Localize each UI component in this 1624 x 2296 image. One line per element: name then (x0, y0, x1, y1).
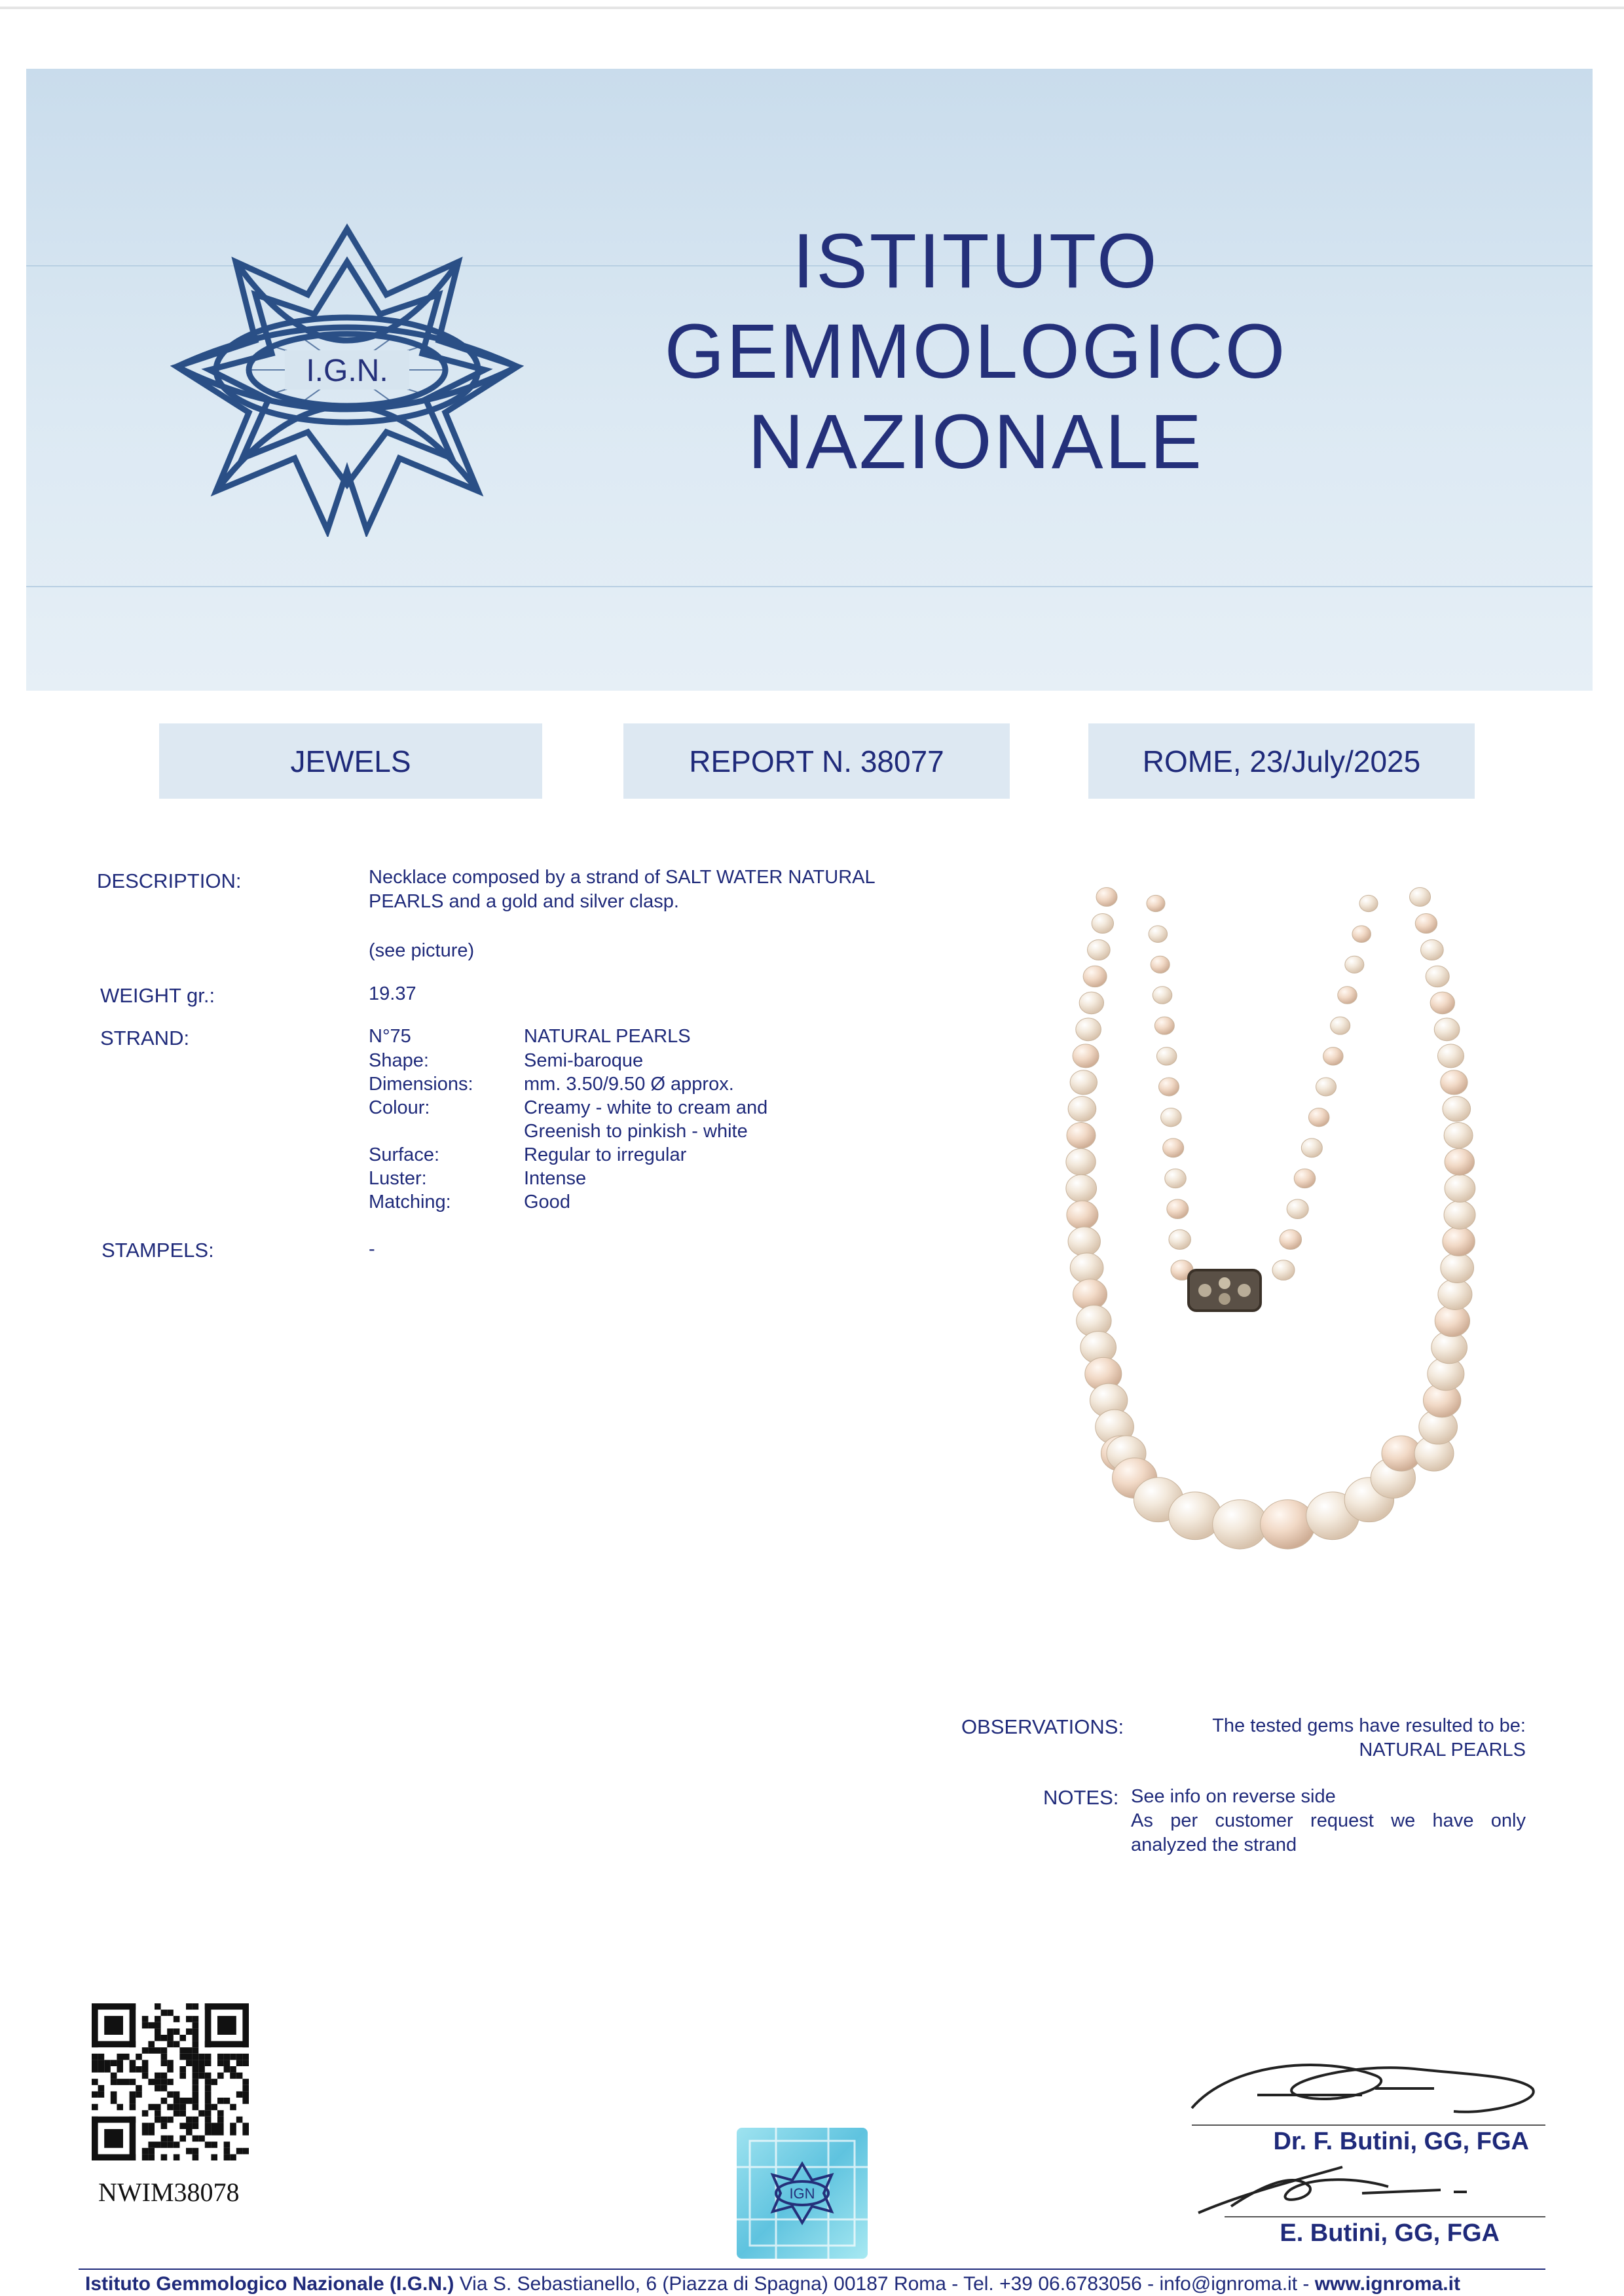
pearl (1316, 1078, 1337, 1096)
pearl (1261, 1500, 1316, 1549)
colour-label: Colour: (369, 1097, 430, 1118)
pearl (1443, 1227, 1475, 1256)
pearl (1338, 987, 1357, 1004)
pearl (1410, 888, 1431, 907)
signature-f-butini (1179, 2049, 1545, 2128)
pearl (1151, 956, 1170, 973)
pearl (1073, 1044, 1099, 1068)
strand-type: NATURAL PEARLS (524, 1026, 691, 1047)
weight-label: WEIGHT gr.: (100, 984, 215, 1007)
pearl-necklace-photo (1002, 858, 1545, 1578)
pearl (1445, 1148, 1474, 1175)
pearl (1441, 1070, 1467, 1095)
pearl (1066, 1175, 1097, 1202)
description-line-1: Necklace composed by a strand of SALT WATER NATURAL (369, 867, 876, 888)
pearl (1088, 939, 1111, 960)
matching-label: Matching: (369, 1192, 451, 1212)
pearl (1068, 1227, 1100, 1256)
see-picture-note: (see picture) (369, 940, 475, 961)
qr-code-label: NWIM38078 (98, 2178, 240, 2207)
pearl (1159, 1078, 1179, 1096)
pearl (1444, 1201, 1475, 1229)
header-band-rule (26, 586, 1593, 587)
surface-label: Surface: (369, 1144, 439, 1165)
weight-value: 19.37 (369, 983, 416, 1004)
pearl (1213, 1500, 1268, 1549)
pearl (1161, 1108, 1182, 1126)
pearl (1415, 913, 1437, 933)
institute-name-line-3: NAZIONALE (748, 399, 1204, 485)
report-date: ROME, 23/July/2025 (1142, 744, 1421, 778)
pearl (1169, 1230, 1191, 1249)
colour-value-line-2: Greenish to pinkish - white (524, 1121, 748, 1142)
pearl (1070, 1253, 1103, 1283)
notes-label: NOTES: (1043, 1786, 1119, 1809)
footer-institute-name: Istituto Gemmologico Nazionale (I.G.N.) (85, 2273, 454, 2295)
surface-value: Regular to irregular (524, 1144, 687, 1165)
pearl (1067, 1122, 1096, 1148)
signature-line-2 (1225, 2216, 1545, 2217)
pearl (1153, 987, 1172, 1004)
pearl (1076, 1018, 1101, 1041)
category-label: JEWELS (290, 744, 411, 778)
clasp (1189, 1270, 1261, 1311)
pearl (1070, 1070, 1097, 1095)
pearl (1272, 1260, 1295, 1281)
report-date-tab (1088, 723, 1475, 799)
pearl (1165, 1169, 1187, 1188)
pearl (1083, 966, 1107, 987)
report-number-tab (623, 723, 1010, 799)
pearl (1434, 1018, 1460, 1041)
shape-label: Shape: (369, 1050, 429, 1071)
notes-line-2: As per customer request we have only (1131, 1810, 1526, 1831)
pearl (1445, 1175, 1475, 1202)
pearl (1438, 1279, 1472, 1310)
pearl (1441, 1253, 1474, 1283)
logo-text: I.G.N. (306, 354, 388, 388)
strand-count: N°75 (369, 1026, 411, 1047)
pearl (1437, 1044, 1464, 1068)
pearl (1068, 1097, 1096, 1121)
pearl (1426, 966, 1449, 987)
luster-label: Luster: (369, 1168, 427, 1189)
observations-label: OBSERVATIONS: (961, 1715, 1124, 1738)
report-number: REPORT N. 38077 (689, 744, 944, 778)
pearl (1079, 992, 1103, 1014)
pearl (1323, 1048, 1344, 1065)
top-edge-line (0, 7, 1624, 9)
pearl (1421, 939, 1444, 960)
notes-line-3: analyzed the strand (1131, 1834, 1297, 1855)
pearl (1435, 1305, 1469, 1337)
description-line-2: PEARLS and a gold and silver clasp. (369, 891, 679, 912)
strand-label: STRAND: (100, 1027, 190, 1049)
pearl (1156, 1048, 1177, 1065)
shape-value: Semi-baroque (524, 1050, 644, 1071)
luster-value: Intense (524, 1168, 587, 1189)
dimensions-label: Dimensions: (369, 1074, 473, 1095)
institute-name-line-2: GEMMOLOGICO (664, 308, 1287, 395)
pearl (1430, 992, 1454, 1014)
pearl (1092, 913, 1113, 933)
signature-line-1 (1192, 2124, 1545, 2126)
pearl (1331, 1017, 1350, 1034)
pearl (1154, 1017, 1174, 1034)
footer (85, 2273, 1552, 2295)
pearl (1167, 1199, 1189, 1219)
pearl (1149, 926, 1168, 943)
pearl (1352, 926, 1371, 943)
footer-rule (79, 2269, 1545, 2270)
pearl (1308, 1108, 1329, 1126)
pearl (1169, 1492, 1222, 1540)
signature-e-butini (1192, 2154, 1519, 2226)
stampels-value: - (369, 1239, 375, 1260)
pearl (1147, 895, 1165, 911)
institute-name (629, 216, 1323, 487)
ign-logo (170, 223, 524, 537)
pearl (1280, 1230, 1302, 1249)
pearl (1359, 895, 1378, 911)
dimensions-value: mm. 3.50/9.50 Ø approx. (524, 1074, 734, 1095)
description-label: DESCRIPTION: (97, 869, 242, 892)
signer-1-name: Dr. F. Butini, GG, FGA (1273, 2128, 1529, 2155)
footer-website: www.ignroma.it (1314, 2273, 1460, 2295)
institute-name-line-1: ISTITUTO (792, 218, 1159, 304)
ign-hologram-seal (737, 2128, 868, 2259)
pearl (1073, 1279, 1107, 1310)
pearl (1301, 1139, 1322, 1157)
stampels-label: STAMPELS: (101, 1239, 214, 1262)
notes-line-1: See info on reverse side (1131, 1786, 1336, 1807)
pearl (1345, 956, 1364, 973)
pearl (1096, 888, 1117, 907)
pearl (1066, 1148, 1096, 1175)
pearl-strand (1066, 888, 1475, 1549)
observations-line-1: The tested gems have resulted to be: (1212, 1715, 1526, 1736)
category-tab (159, 723, 542, 799)
qr-code (92, 2003, 249, 2160)
footer-address: Via S. Sebastianello, 6 (Piazza di Spagna) 00187 Roma - Tel. +39 06.6783056 - info@ignroma.it - (459, 2273, 1310, 2295)
pearl (1444, 1122, 1473, 1148)
pearl (1294, 1169, 1316, 1188)
colour-value-line-1: Creamy - white to cream and (524, 1097, 768, 1118)
observations-result: NATURAL PEARLS (1359, 1740, 1526, 1760)
pearl (1067, 1201, 1098, 1229)
pearl (1287, 1199, 1308, 1219)
signer-2-name: E. Butini, GG, FGA (1280, 2219, 1500, 2247)
hologram-text: IGN (789, 2185, 815, 2202)
matching-value: Good (524, 1192, 570, 1212)
pearl (1443, 1097, 1471, 1121)
pearl (1163, 1139, 1184, 1157)
